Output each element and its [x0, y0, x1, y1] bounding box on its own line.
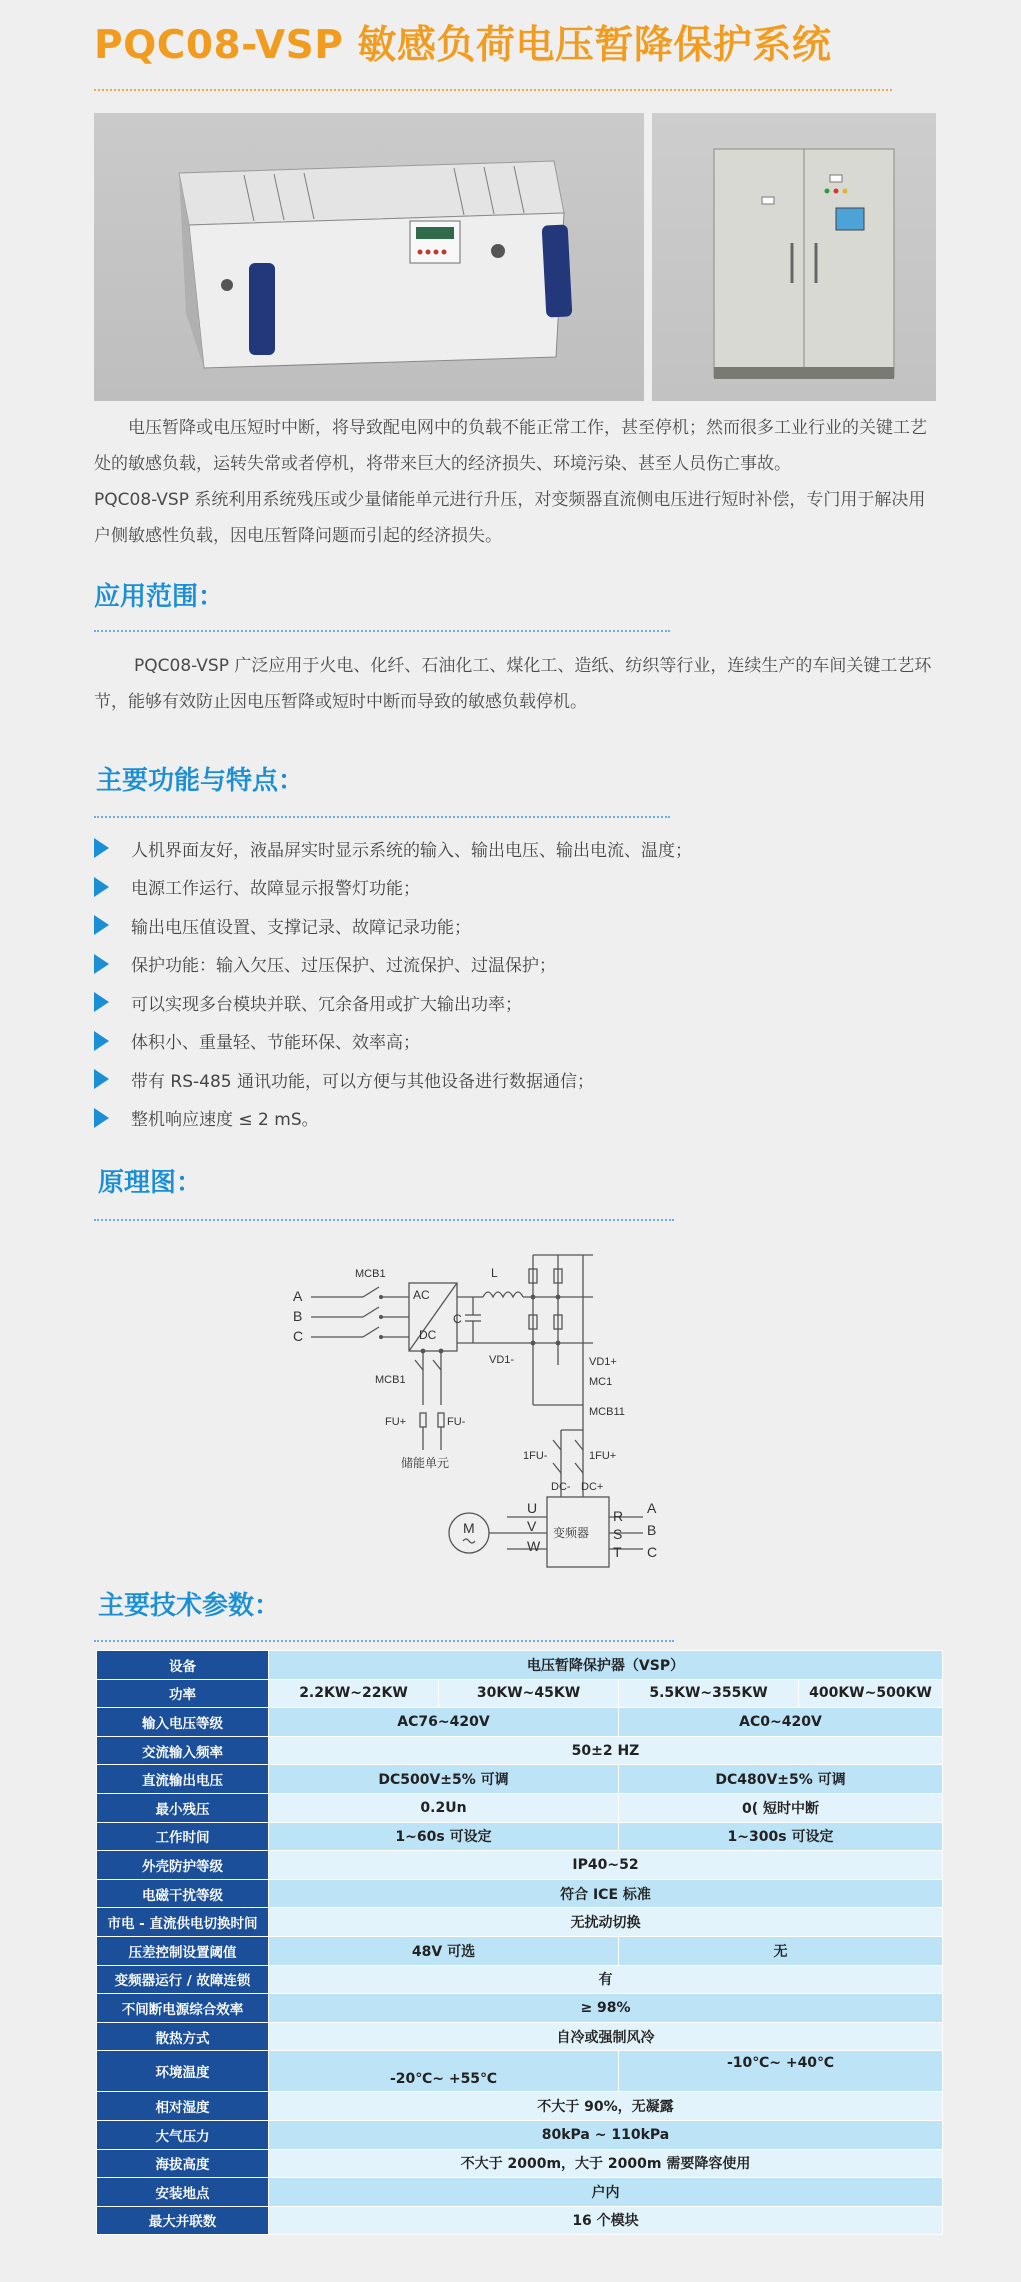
spec-value: ≥ 98%	[269, 1994, 943, 2023]
spec-value: 无	[619, 1936, 943, 1965]
label-w: W	[527, 1538, 541, 1554]
triangle-bullet-icon	[94, 1031, 109, 1051]
triangle-bullet-icon	[94, 838, 109, 858]
spec-value: 电压暂降保护器（VSP）	[269, 1651, 943, 1680]
triangle-bullet-icon	[94, 992, 109, 1012]
spec-label: 环境温度	[97, 2051, 269, 2092]
spec-value: 48V 可选	[269, 1936, 619, 1965]
list-item: 输出电压值设置、支撑记录、故障记录功能；	[92, 906, 692, 945]
spec-value: AC0~420V	[619, 1708, 943, 1737]
features-divider	[94, 816, 670, 818]
label-fup: FU+	[385, 1416, 407, 1428]
table-row	[97, 2178, 943, 2207]
rack-unit-image	[94, 113, 644, 401]
label-r: R	[613, 1508, 624, 1524]
spec-value: 0.2Un	[269, 1793, 619, 1822]
principle-divider	[94, 1219, 674, 1221]
spec-value: DC480V±5% 可调	[619, 1765, 943, 1794]
spec-label: 设备	[97, 1651, 269, 1680]
table-row	[97, 2149, 943, 2178]
label-l: L	[491, 1266, 498, 1280]
spec-value: 16 个模块	[269, 2206, 943, 2235]
spec-label: 直流输出电压	[97, 1765, 269, 1794]
spec-label: 输入电压等级	[97, 1708, 269, 1737]
title-divider	[94, 89, 892, 91]
triangle-bullet-icon	[94, 1108, 109, 1128]
triangle-bullet-icon	[94, 877, 109, 897]
label-dcm: DC-	[551, 1481, 571, 1493]
table-row	[97, 1708, 943, 1737]
list-item: 整机响应速度 ≤ 2 mS。	[92, 1099, 692, 1138]
label-fu1p: 1FU+	[589, 1450, 617, 1462]
spec-label: 相对湿度	[97, 2092, 269, 2121]
features-list	[92, 829, 692, 1137]
application-text: PQC08-VSP 广泛应用于火电、化纤、石油化工、煤化工、造纸、纺织等行业，连续生产的车间关键工艺环节，能够有效防止因电压暂降或短时中断而导致的敏感负载停机。	[94, 656, 932, 712]
spec-label: 不间断电源综合效率	[97, 1994, 269, 2023]
triangle-bullet-icon	[94, 915, 109, 935]
list-item: 带有 RS-485 通讯功能，可以方便与其他设备进行数据通信；	[92, 1060, 692, 1099]
spec-value: 自冷或强制风冷	[269, 2022, 943, 2051]
list-item: 可以实现多台模块并联、冗余备用或扩大输出功率；	[92, 983, 692, 1022]
table-row	[97, 1822, 943, 1851]
label-mcb11: MCB11	[589, 1406, 625, 1418]
table-row	[97, 1793, 943, 1822]
label-v: V	[527, 1518, 537, 1534]
spec-value: 400KW~500KW	[799, 1679, 943, 1708]
spec-value: 无扰动切换	[269, 1908, 943, 1937]
spec-label: 变频器运行 / 故障连锁	[97, 1965, 269, 1994]
spec-value: 50±2 HZ	[269, 1736, 943, 1765]
table-row	[97, 1679, 943, 1708]
label-vd1p: VD1+	[589, 1356, 617, 1368]
spec-label: 海拔高度	[97, 2149, 269, 2178]
table-row	[97, 1765, 943, 1794]
spec-label: 外壳防护等级	[97, 1851, 269, 1880]
label-vd1m: VD1-	[489, 1354, 515, 1366]
label-a: A	[293, 1288, 303, 1304]
label-storage: 储能单元	[401, 1456, 450, 1470]
table-row	[97, 2120, 943, 2149]
label-out-a: A	[647, 1500, 657, 1516]
table-row	[97, 1651, 943, 1680]
specs-heading: 主要技术参数：	[98, 1591, 281, 1621]
specs-table	[96, 1650, 943, 2235]
list-item: 保护功能：输入欠压、过压保护、过流保护、过温保护；	[92, 945, 692, 984]
label-u: U	[527, 1500, 538, 1516]
principle-heading: 原理图：	[98, 1168, 203, 1198]
table-row	[97, 1994, 943, 2023]
spec-value: DC500V±5% 可调	[269, 1765, 619, 1794]
circuit-diagram	[283, 1235, 713, 1570]
table-row	[97, 1965, 943, 1994]
spec-value: 不大于 2000m，大于 2000m 需要降容使用	[269, 2149, 943, 2178]
list-item: 人机界面友好，液晶屏实时显示系统的输入、输出电压、输出电流、温度；	[92, 829, 692, 868]
spec-value: 80kPa ~ 110kPa	[269, 2120, 943, 2149]
spec-label: 交流输入频率	[97, 1736, 269, 1765]
spec-value: IP40~52	[269, 1851, 943, 1880]
spec-value: 5.5KW~355KW	[619, 1679, 799, 1708]
spec-value: 30KW~45KW	[439, 1679, 619, 1708]
spec-value: 有	[269, 1965, 943, 1994]
spec-value: 0( 短时中断	[619, 1793, 943, 1822]
intro-paragraph-1: 电压暂降或电压短时中断，将导致配电网中的负载不能正常工作，甚至停机；然而很多工业行业的关键工艺处的敏感负载，运转失常或者停机，将带来巨大的经济损失、环境污染、甚至人员伤亡事故。	[94, 418, 927, 474]
spec-label: 最大并联数	[97, 2206, 269, 2235]
spec-value: 1~60s 可设定	[269, 1822, 619, 1851]
intro-paragraph-2: PQC08-VSP 系统利用系统残压或少量储能单元进行升压，对变频器直流侧电压进行短时补偿，专门用于解决用户侧敏感性负载，因电压暂降问题而引起的经济损失。	[94, 490, 926, 546]
spec-label: 压差控制设置阈值	[97, 1936, 269, 1965]
label-mc1: MC1	[589, 1376, 613, 1388]
specs-divider	[94, 1640, 674, 1642]
spec-label: 安装地点	[97, 2178, 269, 2207]
list-item: 体积小、重量轻、节能环保、效率高；	[92, 1022, 692, 1061]
label-out-c: C	[647, 1544, 658, 1560]
label-fum: FU-	[447, 1416, 466, 1428]
label-t: T	[613, 1544, 622, 1560]
cabinet-image	[652, 113, 936, 401]
spec-value: 户内	[269, 2178, 943, 2207]
label-dcp: DC+	[581, 1481, 604, 1493]
table-row	[97, 1936, 943, 1965]
label-mcb1-top: MCB1	[355, 1268, 386, 1280]
triangle-bullet-icon	[94, 954, 109, 974]
spec-value: AC76~420V	[269, 1708, 619, 1737]
label-mcb1-bottom: MCB1	[375, 1374, 406, 1386]
label-fu1m: 1FU-	[523, 1450, 548, 1462]
spec-label: 市电 - 直流供电切换时间	[97, 1908, 269, 1937]
label-c: C	[293, 1328, 304, 1344]
table-row	[97, 1851, 943, 1880]
table-row	[97, 2051, 943, 2092]
label-inverter: 变频器	[553, 1526, 590, 1540]
spec-value: 符合 ICE 标准	[269, 1879, 943, 1908]
label-cap: C	[453, 1312, 462, 1326]
label-dc: DC	[419, 1328, 437, 1342]
label-ac: AC	[413, 1288, 430, 1302]
spec-label: 功率	[97, 1679, 269, 1708]
table-row	[97, 2022, 943, 2051]
triangle-bullet-icon	[94, 1069, 109, 1089]
spec-label: 散热方式	[97, 2022, 269, 2051]
spec-label: 大气压力	[97, 2120, 269, 2149]
label-m: M	[463, 1520, 475, 1536]
list-item: 电源工作运行、故障显示报警灯功能；	[92, 868, 692, 907]
label-s: S	[613, 1526, 623, 1542]
spec-label: 最小残压	[97, 1793, 269, 1822]
spec-value: -10℃~ +40℃	[619, 2051, 943, 2092]
table-row	[97, 1908, 943, 1937]
features-heading: 主要功能与特点：	[96, 766, 305, 796]
spec-value: 2.2KW~22KW	[269, 1679, 439, 1708]
spec-value: 1~300s 可设定	[619, 1822, 943, 1851]
label-out-b: B	[647, 1522, 657, 1538]
page-title: PQC08-VSP 敏感负荷电压暂降保护系统	[94, 23, 832, 68]
spec-label: 电磁干扰等级	[97, 1879, 269, 1908]
label-b: B	[293, 1308, 303, 1324]
spec-value: 不大于 90%，无凝露	[269, 2092, 943, 2121]
application-heading: 应用范围：	[94, 582, 225, 612]
spec-value: -20℃~ +55℃	[269, 2051, 619, 2092]
spec-label: 工作时间	[97, 1822, 269, 1851]
application-divider	[94, 630, 670, 632]
table-row	[97, 2092, 943, 2121]
table-row	[97, 2206, 943, 2235]
table-row	[97, 1736, 943, 1765]
table-row	[97, 1879, 943, 1908]
